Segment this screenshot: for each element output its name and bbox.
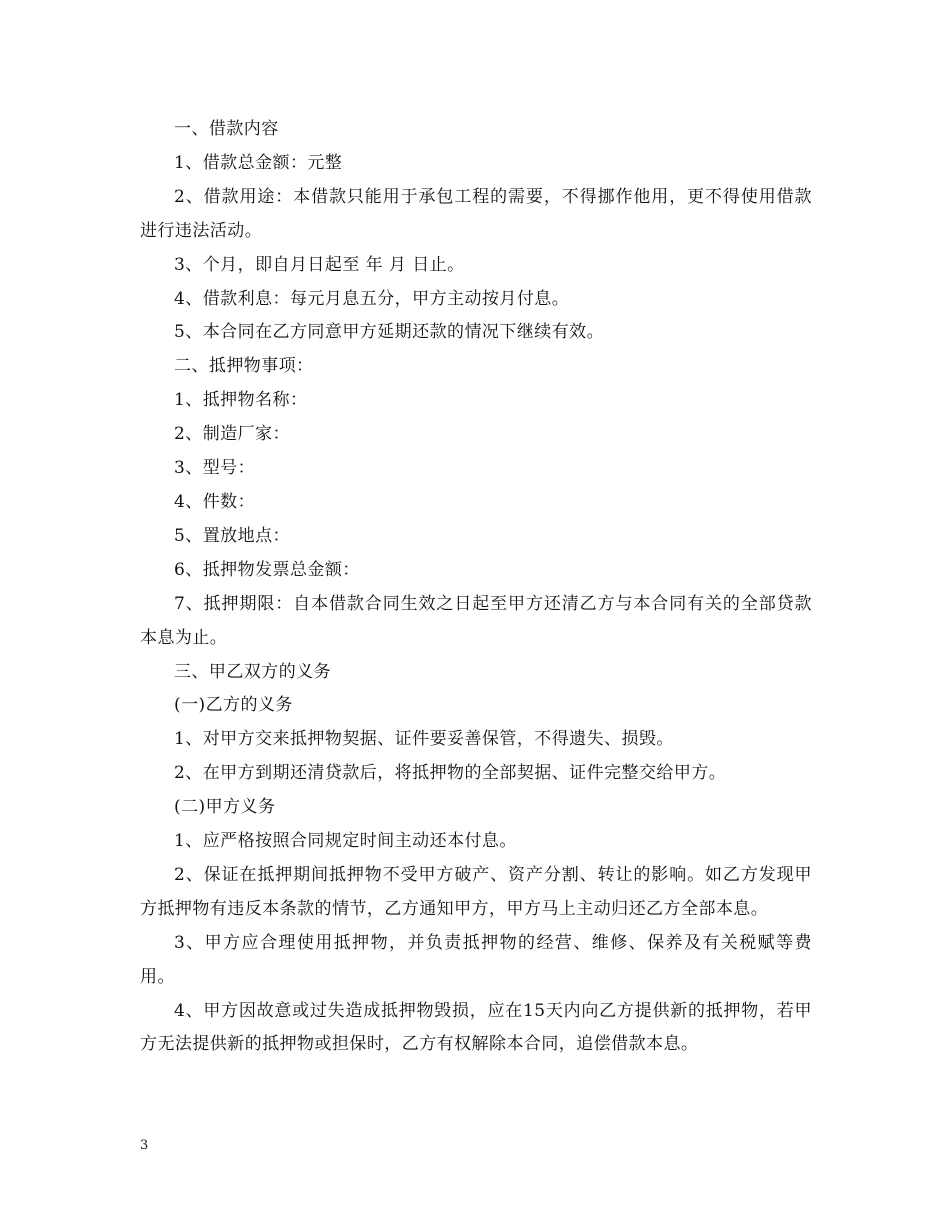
section-heading-collateral: 二、抵押物事项： bbox=[174, 356, 314, 377]
clause-loan-interest: 4、借款利息：每元月息五分，甲方主动按月付息。 bbox=[174, 288, 570, 309]
clause-collateral-name: 1、抵押物名称： bbox=[174, 390, 308, 411]
clause-party-a-damage: 4、甲方因故意或过失造成抵押物毁损，应在15天内向乙方提供新的抵押物，若甲方无法提供新的抵押物或担保时，乙方有权解除本合同，追偿借款本息。 bbox=[140, 1000, 812, 1055]
clause-model: 3、型号： bbox=[174, 458, 256, 479]
clause-party-a-guarantee: 2、保证在抵押期间抵押物不受甲方破产、资产分割、转让的影响。如乙方发现甲方抵押物有违反本条款的情节，乙方通知甲方，甲方马上主动归还乙方全部本息。 bbox=[140, 864, 812, 919]
clause-party-a-proper-use: 3、甲方应合理使用抵押物，并负责抵押物的经营、维修、保养及有关税赋等费用。 bbox=[140, 932, 812, 987]
clause-storage-location: 5、置放地点： bbox=[174, 525, 290, 546]
page-number: 3 bbox=[140, 1138, 149, 1153]
subheading-party-b-obligations: (一)乙方的义务 bbox=[174, 695, 293, 716]
clause-party-a-repayment: 1、应严格按照合同规定时间主动还本付息。 bbox=[174, 831, 517, 852]
clause-loan-term: 3、个月，即自月日起至 年 月 日止。 bbox=[174, 254, 465, 275]
document-body bbox=[140, 113, 812, 1062]
clause-party-b-safekeeping: 1、对甲方交来抵押物契据、证件要妥善保管，不得遗失、损毁。 bbox=[174, 729, 674, 750]
clause-mortgage-period: 7、抵押期限：自本借款合同生效之日起至甲方还清乙方与本合同有关的全部贷款本息为止。 bbox=[140, 593, 812, 648]
clause-quantity: 4、件数： bbox=[174, 491, 256, 512]
clause-loan-amount: 1、借款总金额：元整 bbox=[174, 152, 343, 173]
subheading-party-a-obligations: (二)甲方义务 bbox=[174, 797, 276, 818]
clause-manufacturer: 2、制造厂家： bbox=[174, 424, 290, 445]
section-heading-obligations: 三、甲乙双方的义务 bbox=[174, 661, 332, 682]
section-heading-loan-content: 一、借款内容 bbox=[174, 119, 279, 139]
clause-party-b-return-documents: 2、在甲方到期还清贷款后，将抵押物的全部契据、证件完整交给甲方。 bbox=[174, 763, 727, 784]
clause-extension-validity: 5、本合同在乙方同意甲方延期还款的情况下继续有效。 bbox=[174, 322, 605, 343]
clause-loan-purpose: 2、借款用途：本借款只能用于承包工程的需要，不得挪作他用，更不得使用借款进行违法活动。 bbox=[140, 186, 812, 241]
clause-invoice-total: 6、抵押物发票总金额： bbox=[174, 559, 360, 580]
